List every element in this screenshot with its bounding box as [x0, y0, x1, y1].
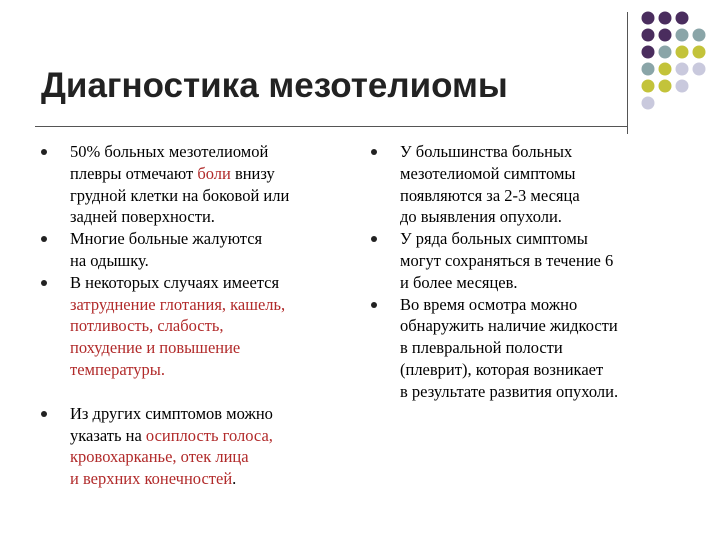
highlighted-symptom-text: затруднение глотания, кашель,	[70, 294, 286, 314]
bullet-text-line	[400, 250, 680, 272]
bullet-item	[40, 141, 340, 228]
bullet-item	[40, 272, 340, 381]
bullet-text: Из других симптомов можно	[70, 403, 273, 423]
bullet-text: до выявления опухоли.	[400, 207, 562, 227]
decorative-dot	[659, 29, 672, 42]
left-bullet-list	[40, 141, 340, 490]
decorative-dot	[693, 46, 706, 59]
bullet-text-line	[70, 446, 340, 468]
decorative-dot	[642, 12, 655, 25]
bullet-text: на одышку.	[70, 250, 149, 270]
bullet-text: указать на	[70, 425, 146, 445]
bullet-text: .	[232, 469, 237, 489]
bullet-text: в плевральной полости	[400, 338, 563, 358]
bullet-text-line	[400, 294, 680, 316]
bullet-text-line	[70, 425, 340, 447]
highlighted-symptom-text: кровохарканье, отек лица	[70, 447, 249, 467]
highlighted-symptom-text: и верхних конечностей	[70, 469, 233, 489]
bullet-item	[40, 403, 340, 490]
bullet-text-line	[400, 185, 680, 207]
decorative-dot	[693, 63, 706, 76]
slide-title: Диагностика мезотелиомы	[41, 66, 508, 105]
highlighted-symptom-text: потливость, слабость,	[70, 316, 224, 336]
bullet-text: Многие больные жалуются	[70, 229, 263, 249]
bullet-text: Во время осмотра можно	[400, 294, 578, 314]
bullet-text-line	[70, 250, 340, 272]
bullet-text-line	[400, 337, 680, 359]
bullet-text-line	[70, 163, 340, 185]
decorative-dot	[642, 46, 655, 59]
bullet-text-line	[70, 206, 340, 228]
decorative-dot	[676, 46, 689, 59]
bullet-text: и более месяцев.	[400, 272, 518, 292]
decorative-dot	[676, 80, 689, 93]
right-bullet-list	[370, 141, 680, 403]
bullet-text: 50% больных мезотелиомой	[70, 142, 269, 161]
decorative-dot	[642, 63, 655, 76]
decorative-dot-grid	[640, 10, 720, 122]
decorative-dot	[676, 12, 689, 25]
bullet-text: грудной клетки на боковой или	[70, 185, 290, 205]
bullet-text: внизу	[230, 163, 275, 183]
decorative-dot	[659, 80, 672, 93]
bullet-item	[370, 141, 680, 228]
decorative-dot	[642, 97, 655, 110]
bullet-text-line	[400, 228, 680, 250]
bullet-text-line	[70, 315, 340, 337]
bullet-text-line	[400, 381, 680, 403]
highlighted-symptom-text: осиплость голоса,	[145, 425, 273, 445]
bullet-item	[370, 294, 680, 403]
bullet-text: В некоторых случаях имеется	[70, 272, 280, 292]
decorative-dot	[642, 29, 655, 42]
decorative-dot	[676, 29, 689, 42]
highlighted-symptom-text: похудение и повышение	[70, 338, 241, 358]
decorative-dot	[659, 63, 672, 76]
bullet-text: появляются за 2-3 месяца	[400, 185, 580, 205]
bullet-text: мезотелиомой симптомы	[400, 163, 576, 183]
bullet-text-line	[70, 141, 340, 163]
bullet-text-line	[400, 163, 680, 185]
bullet-text-line	[70, 359, 340, 381]
bullet-text-line	[400, 141, 680, 163]
decorative-dot	[693, 29, 706, 42]
bullet-text: У большинства больных	[400, 142, 573, 161]
highlighted-symptom-text: температуры.	[70, 359, 165, 379]
bullet-text-line	[70, 337, 340, 359]
bullet-text: в результате развития опухоли.	[400, 381, 619, 401]
bullet-text-line	[70, 294, 340, 316]
bullet-text-line	[400, 206, 680, 228]
horizontal-divider-line	[35, 126, 627, 127]
decorative-dot	[676, 63, 689, 76]
vertical-divider-line	[627, 12, 628, 134]
highlighted-symptom-text: боли	[197, 163, 231, 183]
decorative-dot	[642, 80, 655, 93]
bullet-text-line	[400, 359, 680, 381]
bullet-text: плевры отмечают	[70, 163, 198, 183]
bullet-text: задней поверхности.	[70, 207, 215, 227]
bullet-text-line	[70, 185, 340, 207]
bullet-text-line	[70, 468, 340, 490]
bullet-text-line	[70, 228, 340, 250]
bullet-text-line	[400, 272, 680, 294]
bullet-text: У ряда больных симптомы	[400, 229, 588, 249]
bullet-text: могут сохраняться в течение 6	[400, 250, 614, 270]
bullet-text-line	[400, 315, 680, 337]
bullet-text-line	[70, 272, 340, 294]
bullet-item	[370, 228, 680, 293]
bullet-text: (плеврит), которая возникает	[400, 359, 604, 379]
bullet-text-line	[70, 403, 340, 425]
bullet-text: обнаружить наличие жидкости	[400, 316, 618, 336]
decorative-dot	[659, 12, 672, 25]
bullet-item	[40, 228, 340, 272]
decorative-dot	[659, 46, 672, 59]
